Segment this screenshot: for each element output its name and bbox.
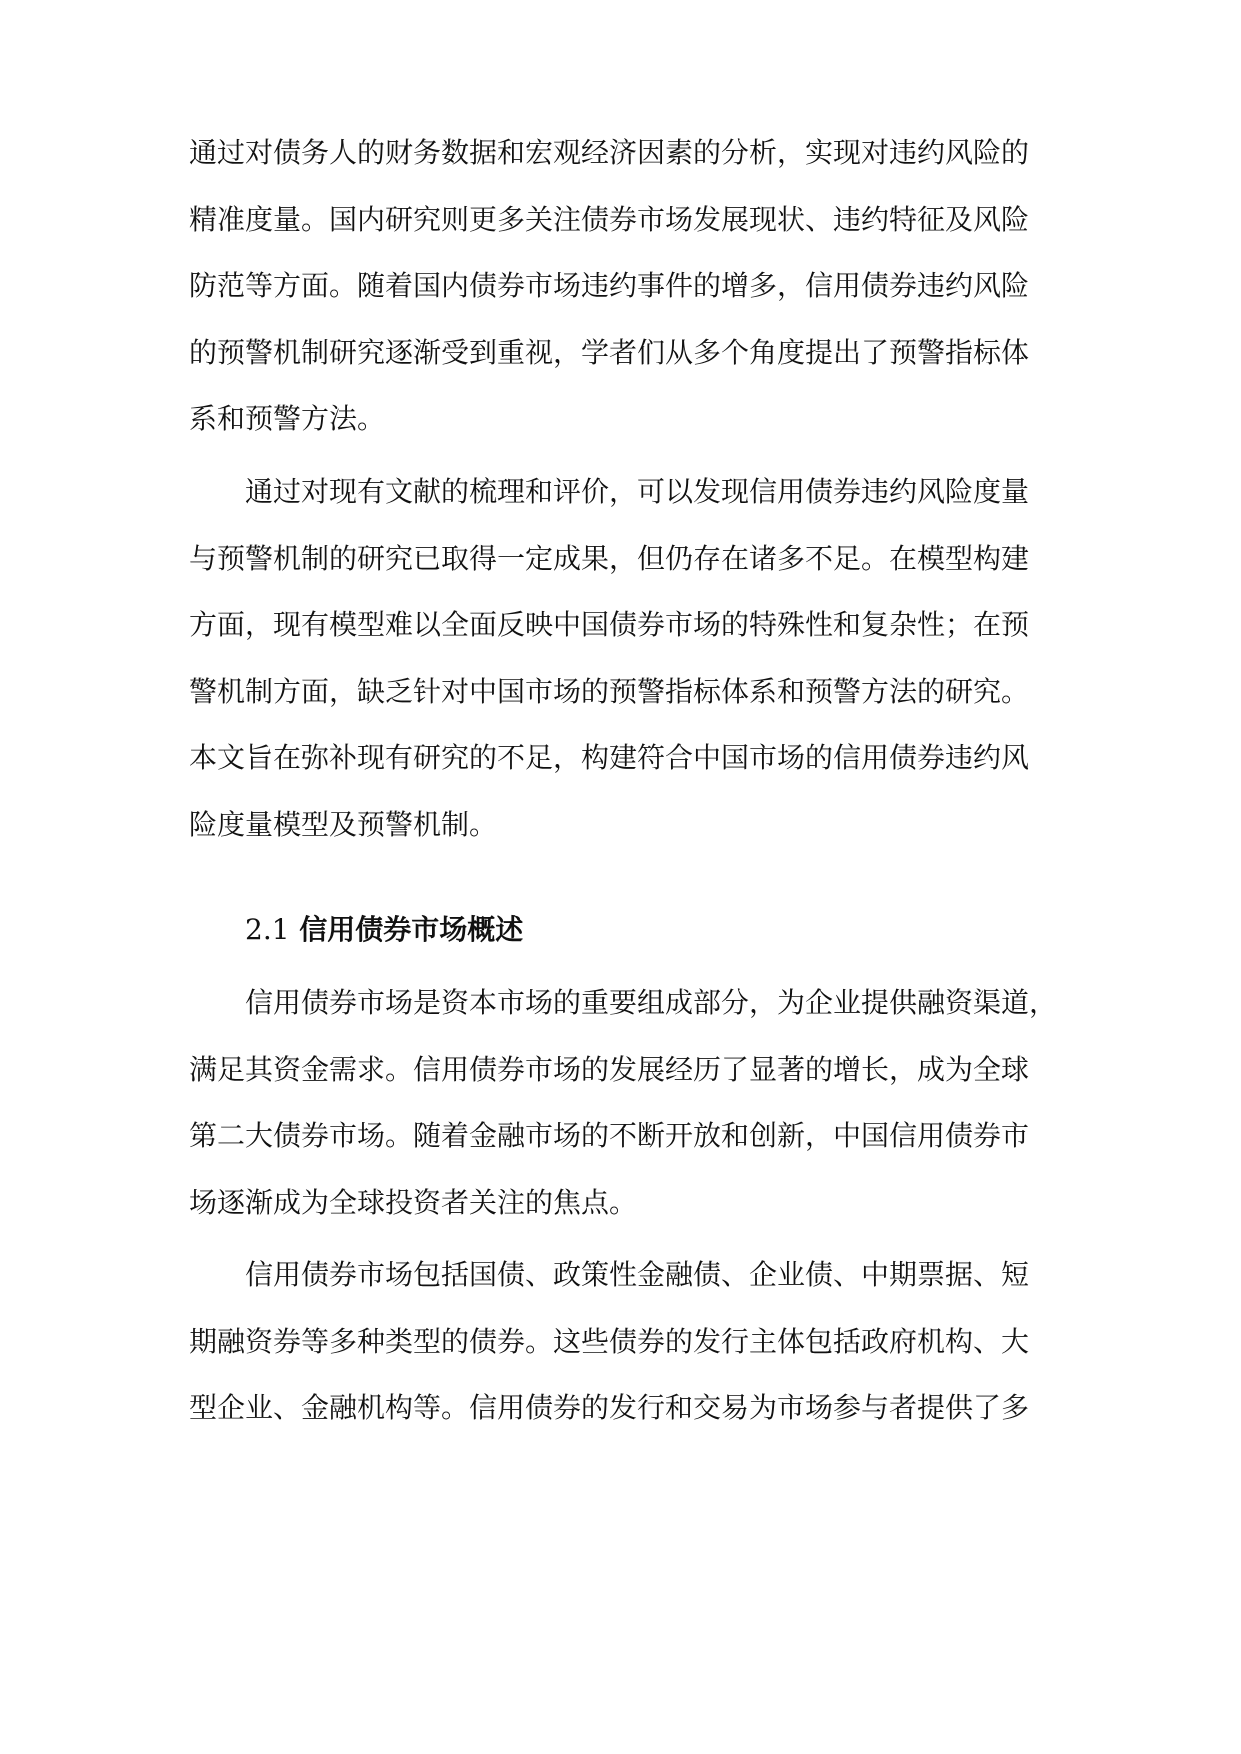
paragraph-2-line-5: 本文旨在弥补现有研究的不足，构建符合中国市场的信用债券违约风 <box>189 741 1030 774</box>
section-paragraph-1-line-2: 满足其资金需求。信用债券市场的发展经历了显著的增长，成为全球 <box>189 1053 1030 1086</box>
paragraph-2-line-2: 与预警机制的研究已取得一定成果，但仍存在诸多不足。在模型构建 <box>189 542 1030 575</box>
paragraph-2-line-3: 方面，现有模型难以全面反映中国债券市场的特殊性和复杂性；在预 <box>189 608 1030 641</box>
section-paragraph-1-line-4: 场逐渐成为全球投资者关注的焦点。 <box>189 1186 638 1219</box>
paragraph-2-line-4: 警机制方面，缺乏针对中国市场的预警指标体系和预警方法的研究。 <box>189 675 1030 708</box>
section-paragraph-2-line-2: 期融资券等多种类型的债券。这些债券的发行主体包括政府机构、大 <box>189 1325 1030 1358</box>
section-paragraph-1-line-3: 第二大债券市场。随着金融市场的不断开放和创新，中国信用债券市 <box>189 1119 1030 1152</box>
paragraph-2-line-6: 险度量模型及预警机制。 <box>189 808 498 841</box>
paragraph-1-line-3: 防范等方面。随着国内债券市场违约事件的增多，信用债券违约风险 <box>189 269 1030 302</box>
paragraph-1-line-4: 的预警机制研究逐渐受到重视，学者们从多个角度提出了预警指标体 <box>189 336 1030 369</box>
section-paragraph-2-line-1: 信用债券市场包括国债、政策性金融债、企业债、中期票据、短 <box>245 1258 1030 1291</box>
section-number: 2.1 <box>245 913 290 946</box>
paragraph-1-line-1: 通过对债务人的财务数据和宏观经济因素的分析，实现对违约风险的 <box>189 136 1030 169</box>
section-paragraph-2-line-3: 型企业、金融机构等。信用债券的发行和交易为市场参与者提供了多 <box>189 1391 1030 1424</box>
paragraph-1-line-5: 系和预警方法。 <box>189 402 386 435</box>
section-paragraph-1-line-1: 信用债券市场是资本市场的重要组成部分，为企业提供融资渠道， <box>245 986 1058 1019</box>
paragraph-2-line-1: 通过对现有文献的梳理和评价，可以发现信用债券违约风险度量 <box>245 475 1030 508</box>
section-heading <box>245 910 523 950</box>
paragraph-1-line-2: 精准度量。国内研究则更多关注债券市场发展现状、违约特征及风险 <box>189 203 1030 236</box>
section-title: 信用债券市场概述 <box>299 913 524 946</box>
